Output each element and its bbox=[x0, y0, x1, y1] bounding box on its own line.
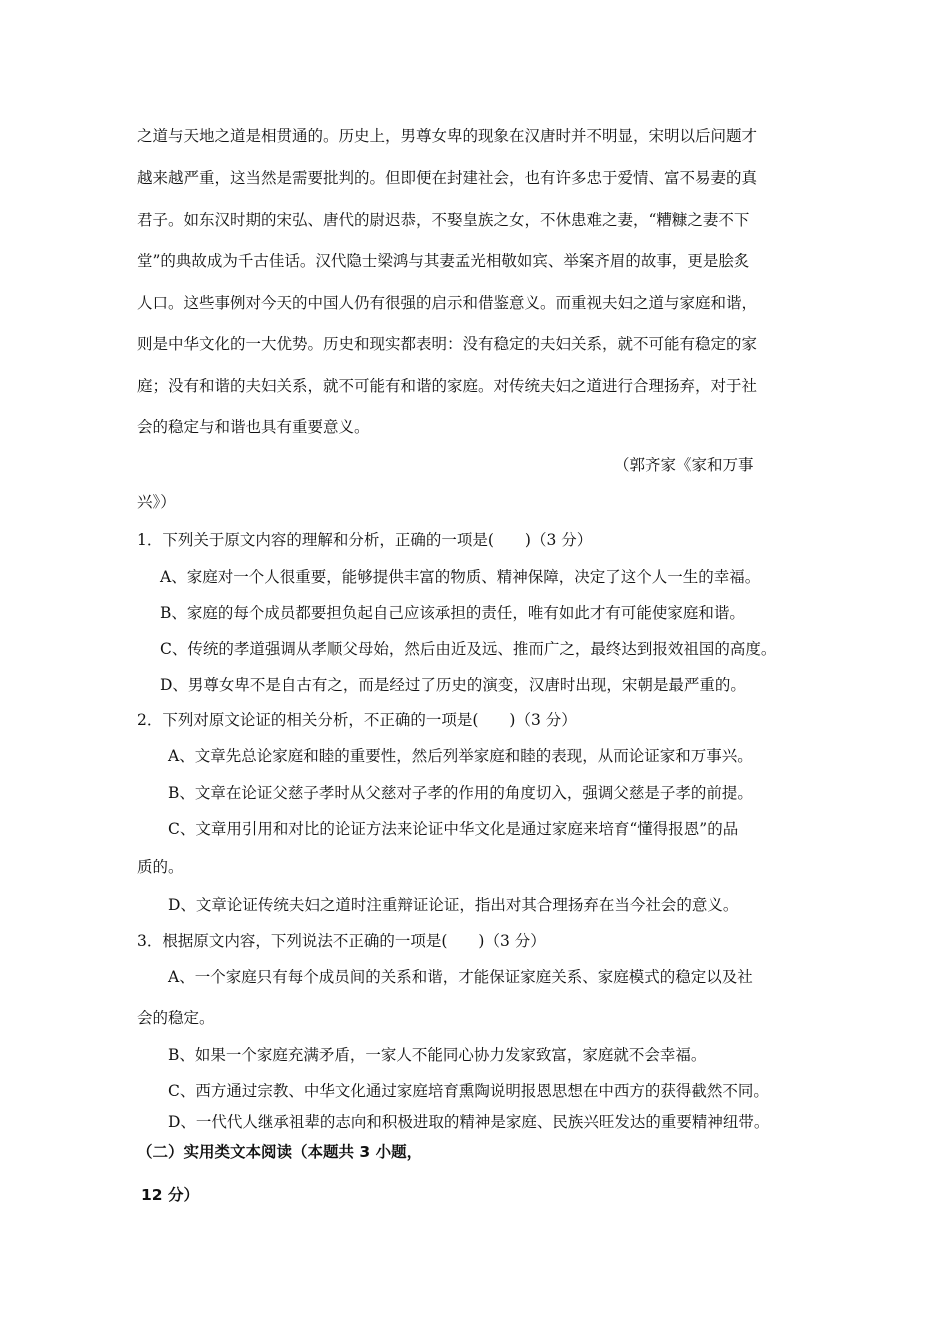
question-2-option-d: D、文章论证传统夫妇之道时注重辩证论证，指出对其合理扬弃在当今社会的意义。 bbox=[168, 896, 739, 914]
passage-source: （郭齐家《家和万事 bbox=[614, 456, 754, 474]
question-2-stem: 2．下列对原文论证的相关分析，不正确的一项是( )（3 分） bbox=[137, 711, 577, 729]
question-1-option-c: C、传统的孝道强调从孝顺父母始，然后由近及远、推而广之，最终达到报效祖国的高度。 bbox=[160, 640, 777, 658]
question-3-option-b: B、如果一个家庭充满矛盾，一家人不能同心协力发家致富，家庭就不会幸福。 bbox=[168, 1046, 707, 1064]
question-1-stem: 1．下列关于原文内容的理解和分析，正确的一项是( )（3 分） bbox=[137, 531, 593, 549]
question-1-option-a: A、家庭对一个人很重要，能够提供丰富的物质、精神保障，决定了这个人一生的幸福。 bbox=[160, 568, 761, 586]
section-heading: （二）实用类文本阅读（本题共 3 小题， bbox=[137, 1143, 423, 1161]
passage-line: 君子。如东汉时期的宋弘、唐代的尉迟恭，不娶皇族之女，不休患难之妻，“糟糠之妻不下 bbox=[137, 211, 750, 229]
question-1-option-b: B、家庭的每个成员都要担负起自己应该承担的责任，唯有如此才有可能使家庭和谐。 bbox=[160, 604, 745, 622]
passage-line: 之道与天地之道是相贯通的。历史上，男尊女卑的现象在汉唐时并不明显，宋明以后问题才 bbox=[137, 127, 758, 145]
question-3-option-a: A、一个家庭只有每个成员间的关系和谐，才能保证家庭关系、家庭模式的稳定以及社 bbox=[168, 968, 753, 986]
question-2-option-c-cont: 质的。 bbox=[137, 858, 184, 876]
question-3-option-d: D、一代代人继承祖辈的志向和积极进取的精神是家庭、民族兴旺发达的重要精神纽带。 bbox=[168, 1113, 770, 1131]
passage-line: 人口。这些事例对今天的中国人仍有很强的启示和借鉴意义。而重视夫妇之道与家庭和谐， bbox=[137, 294, 758, 312]
section-heading-cont: 12 分） bbox=[141, 1186, 199, 1204]
question-3-stem: 3．根据原文内容，下列说法不正确的一项是( )（3 分） bbox=[137, 932, 546, 950]
question-2-option-a: A、文章先总论家庭和睦的重要性，然后列举家庭和睦的表现，从而论证家和万事兴。 bbox=[168, 747, 753, 765]
passage-line: 则是中华文化的一大优势。历史和现实都表明：没有稳定的夫妇关系，就不可能有稳定的家 bbox=[137, 335, 758, 353]
question-3-option-c: C、西方通过宗教、中华文化通过家庭培育熏陶说明报恩思想在中西方的获得截然不同。 bbox=[168, 1082, 769, 1100]
passage-source-cont: 兴》） bbox=[137, 493, 176, 511]
question-3-option-a-cont: 会的稳定。 bbox=[137, 1009, 215, 1027]
passage-line: 庭；没有和谐的夫妇关系，就不可能有和谐的家庭。对传统夫妇之道进行合理扬弃，对于社 bbox=[137, 377, 758, 395]
passage-line: 堂”的典故成为千古佳话。汉代隐士梁鸿与其妻孟光相敬如宾、举案齐眉的故事，更是脍炙 bbox=[137, 252, 750, 270]
passage-line: 越来越严重，这当然是需要批判的。但即便在封建社会，也有许多忠于爱情、富不易妻的真 bbox=[137, 169, 758, 187]
question-2-option-b: B、文章在论证父慈子孝时从父慈对子孝的作用的角度切入，强调父慈是子孝的前提。 bbox=[168, 784, 753, 802]
passage-line: 会的稳定与和谐也具有重要意义。 bbox=[137, 418, 370, 436]
question-2-option-c: C、文章用引用和对比的论证方法来论证中华文化是通过家庭来培育“懂得报恩”的品 bbox=[168, 820, 739, 838]
question-1-option-d: D、男尊女卑不是自古有之，而是经过了历史的演变，汉唐时出现，宋朝是最严重的。 bbox=[160, 676, 746, 694]
